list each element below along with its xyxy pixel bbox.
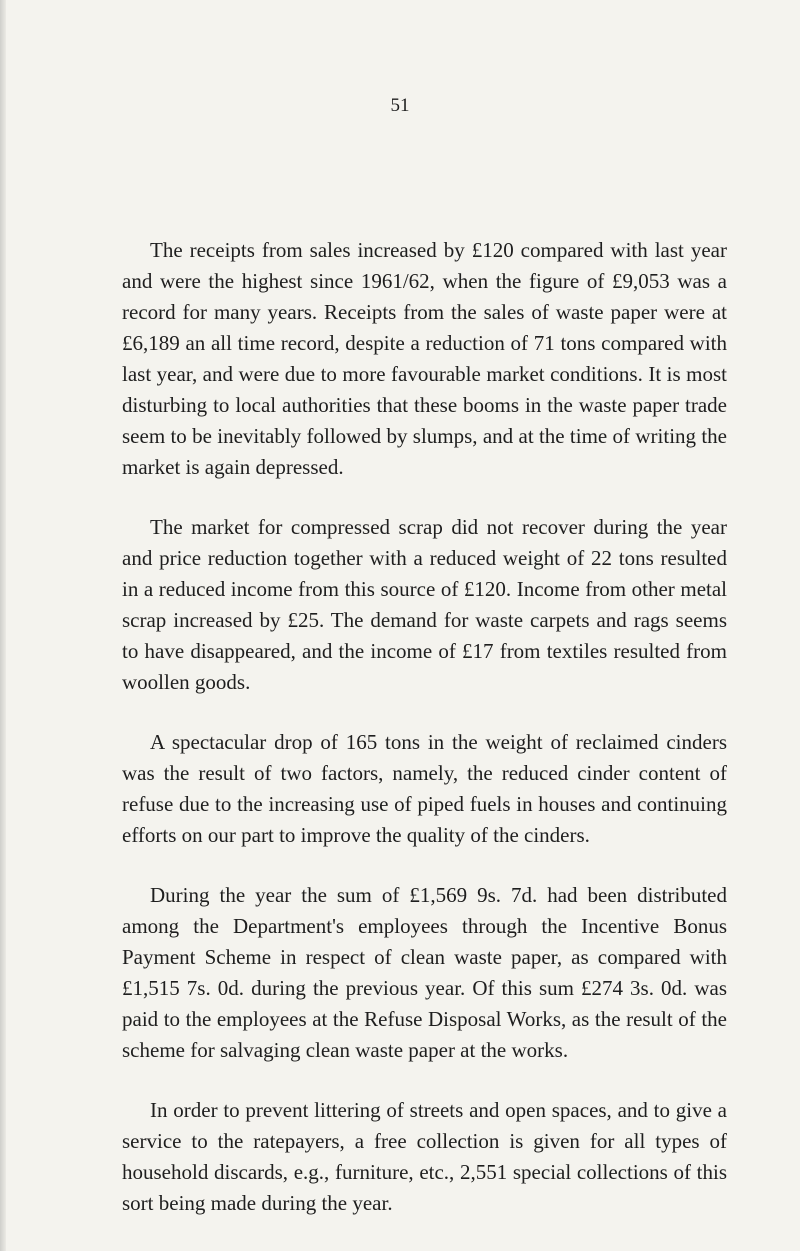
- paragraph-compressed-scrap: The market for compressed scrap did not recover during the year and price reduction together with a reduced weight of 22 tons resulted in a reduced income from this source of £120. Income from other metal scrap increased by £25. The demand for waste carpets and rags seems to have disappeared, and the income of £17 from textiles resulted from woollen goods.: [122, 515, 727, 694]
- page-number: 51: [390, 95, 410, 116]
- page-binding-edge: [0, 0, 6, 1251]
- paragraph-reclaimed-cinders: A spectacular drop of 165 tons in the weight of reclaimed cinders was the result of two factors, namely, the reduced cinder content of refuse due to the increasing use of piped fuels in houses and continuing efforts on our part to improve the quality of the cinders.: [122, 730, 727, 847]
- paragraph-incentive-bonus: During the year the sum of £1,569 9s. 7d. had been distributed among the Department's employees through the Incentive Bonus Payment Scheme in respect of clean waste paper, as compared with £1,515 7s. 0d. during the previous year. Of this sum £274 3s. 0d. was paid to the employees at the Refuse Disposal Works, as the result of the scheme for salvaging clean waste paper at the works.: [122, 883, 727, 1062]
- paragraph-sales-receipts: The receipts from sales increased by £120 compared with last year and were the highest since 1961/62, when the figure of £9,053 was a record for many years. Receipts from the sales of waste paper were at £6,189 an all time record, despite a reduction of 71 tons compared with last year, and were due to more favourable market conditions. It is most disturbing to local authorities that these booms in the waste paper trade seem to be inevitably followed by slumps, and at the time of writing the market is again depressed.: [122, 238, 727, 479]
- paragraph-free-collection: In order to prevent littering of streets and open spaces, and to give a service to the ratepayers, a free collection is given for all types of household discards, e.g., furniture, etc., 2,551 special collections of this sort being made during the year.: [122, 1098, 727, 1215]
- body-text: [122, 235, 727, 1248]
